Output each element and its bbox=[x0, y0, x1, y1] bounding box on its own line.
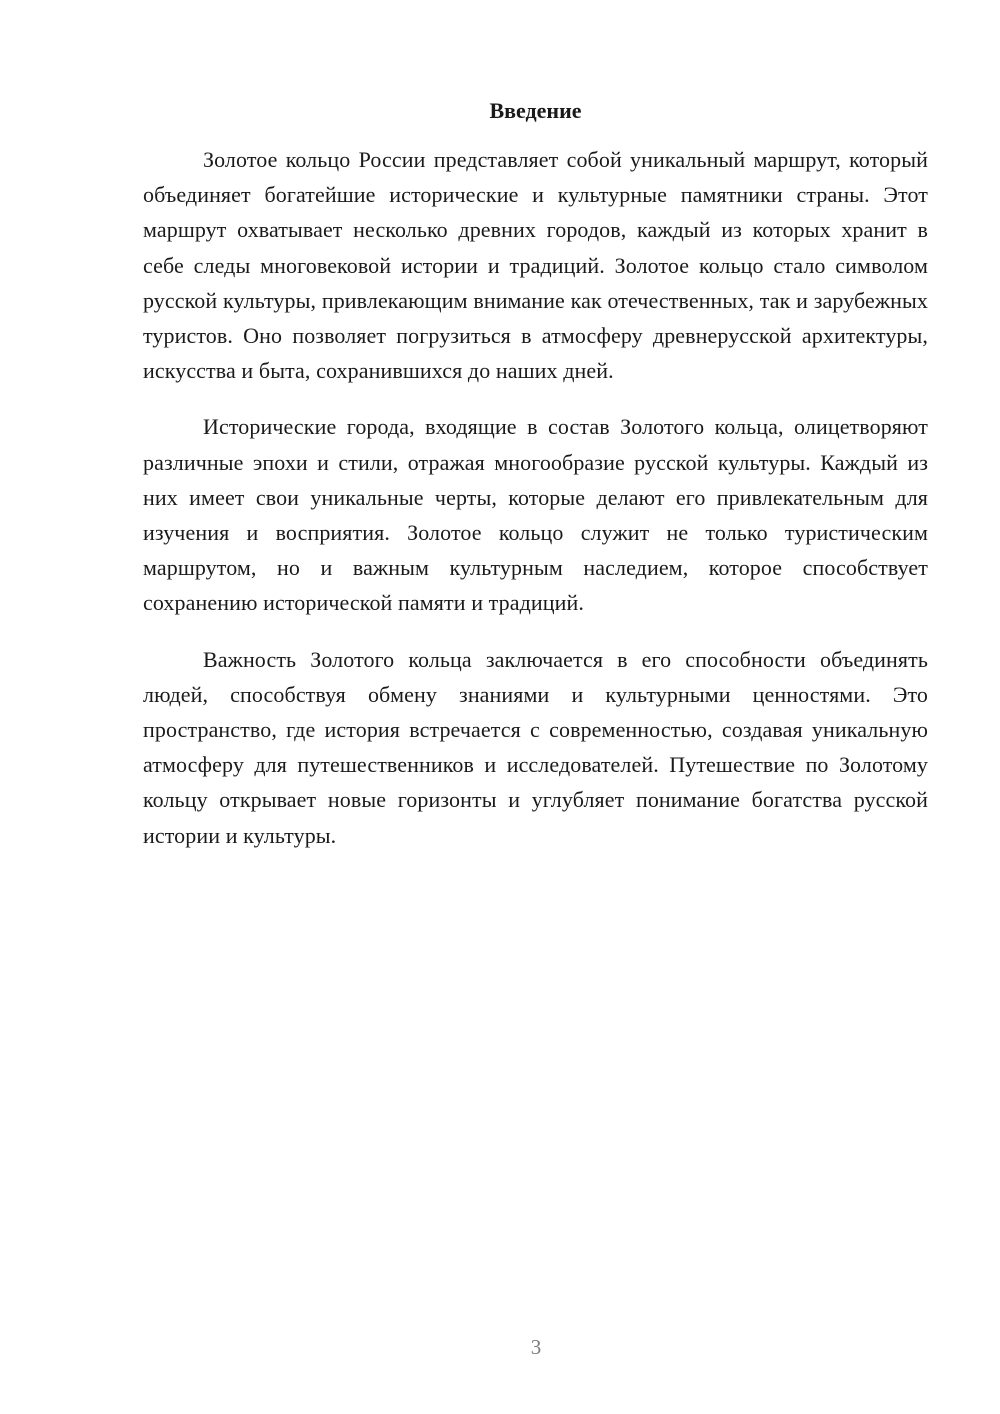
body-text bbox=[143, 142, 928, 874]
paragraph: Важность Золотого кольца заключается в его способности объединять людей, способствуя обмену знаниями и культурными ценностями. Это пространство, где история встречается с современностью, создавая уникальную атмосферу для путешественников и исследователей. Путешествие по Золотому кольцу открывает новые горизонты и углубляет понимание богатства русской истории и культуры. bbox=[143, 646, 928, 848]
paragraph: Золотое кольцо России представляет собой уникальный маршрут, который объединяет богатейшие исторические и культурные памятники страны. Этот маршрут охватывает несколько древних городов, каждый из которых хранит в себе следы многовековой истории и традиций. Золотое кольцо стало символом русской культуры, привлекающим внимание как отечественных, так и зарубежных туристов. Оно позволяет погрузиться в атмосферу древнерусской архитектуры, искусства и быта, сохранившихся до наших дней. bbox=[143, 147, 928, 384]
page-number: 3 bbox=[530, 1335, 542, 1359]
page-title: Введение bbox=[489, 98, 582, 123]
paragraph: Исторические города, входящие в состав Золотого кольца, олицетворяют различные эпохи и стили, отражая многообразие русской культуры. Каждый из них имеет свои уникальные черты, которые делают его привлекательным для изучения и восприятия. Золотое кольцо служит не только туристическим маршрутом, но и важным культурным наследием, которое способствует сохранению исторической памяти и традиций. bbox=[143, 414, 928, 616]
